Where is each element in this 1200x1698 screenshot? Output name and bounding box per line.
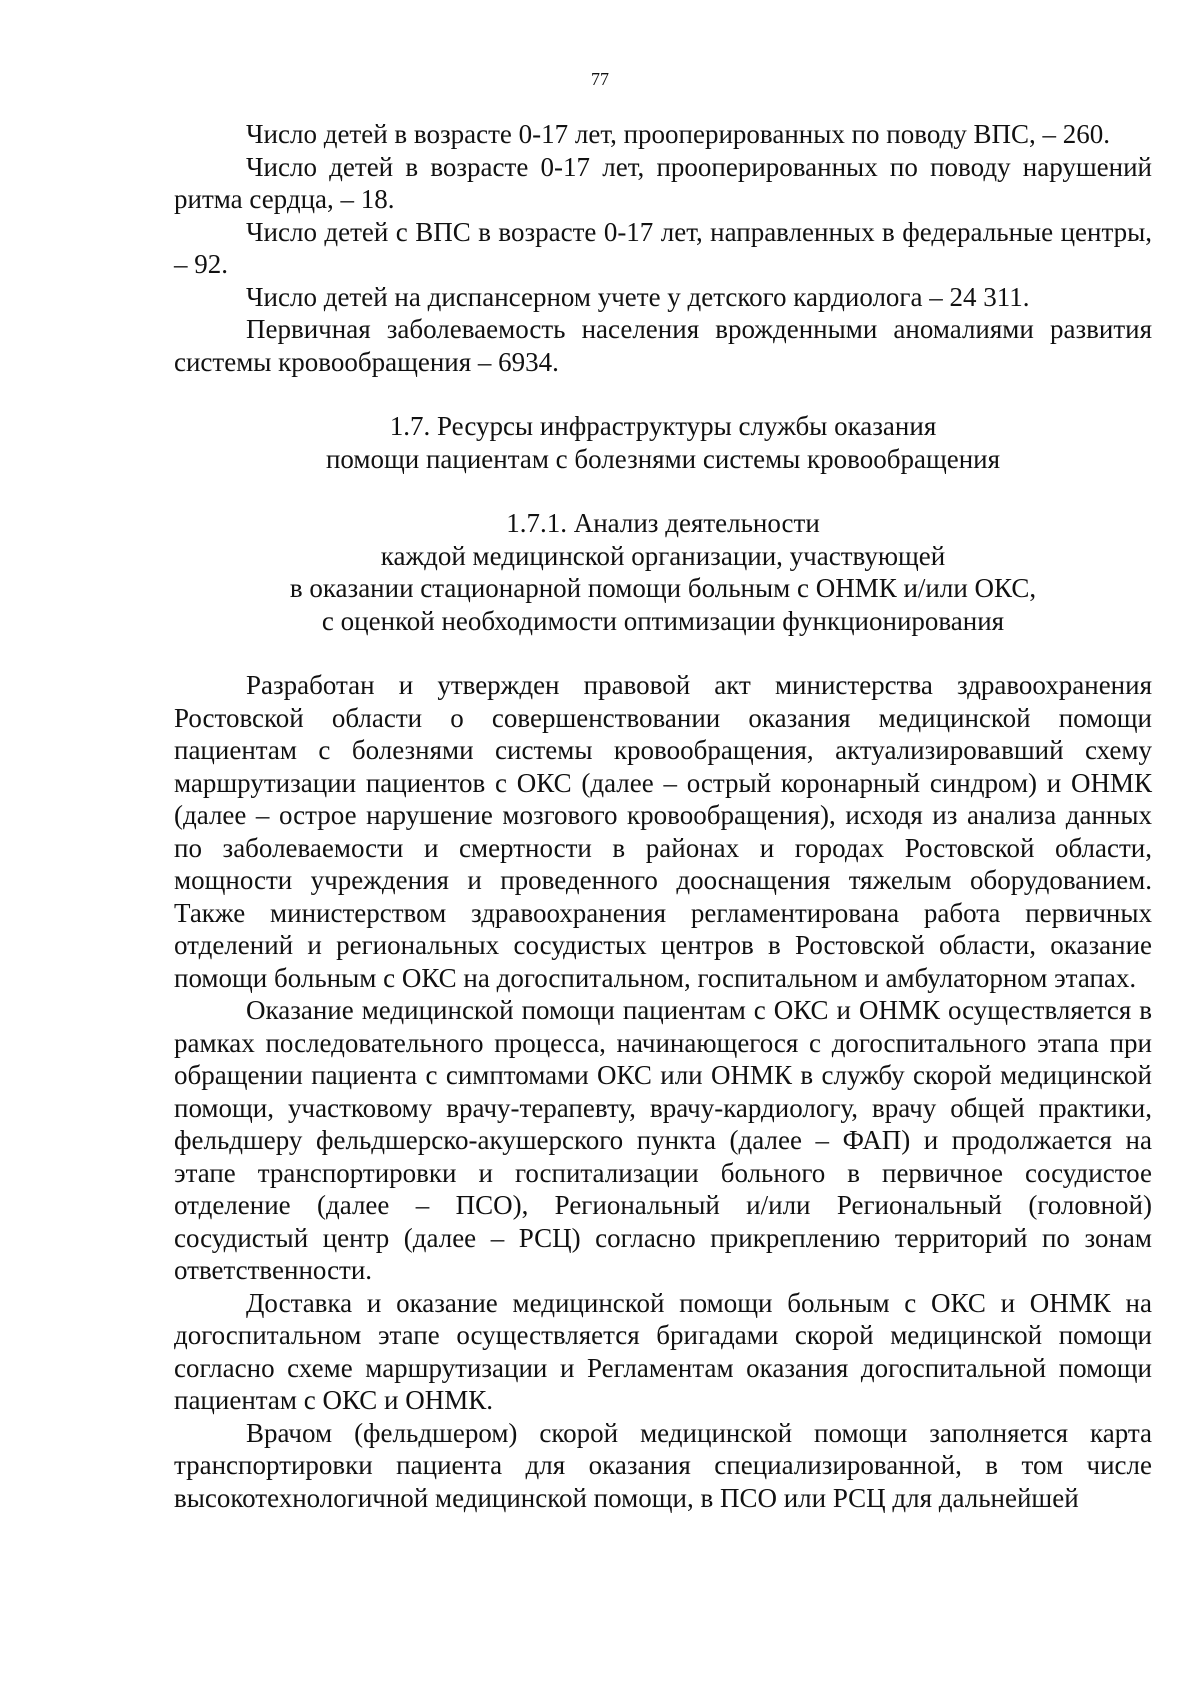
page-content (174, 118, 1152, 1514)
subsection-heading (174, 507, 1152, 637)
paragraph-legal-act: Разработан и утвержден правовой акт министерства здравоохранения Ростовской области о совершенствовании оказания медицинской помощи пациентам с болезнями системы кровообращения, актуализировавший схему маршрутизации пациентов с ОКС (далее – острый коронарный синдром) и ОНМК (далее – острое нарушение мозгового кровообращения), исходя из анализа данных по заболеваемости и смертности в районах и городах Ростовской области, мощности учреждения и проведенного дооснащения тяжелым оборудованием. Также министерством здравоохранения регламентирована работа первичных отделений и региональных сосудистых центров в Ростовской области, оказание помощи больным с ОКС на догоспитальном, госпитальном и амбулаторном этапах. (174, 670, 1152, 993)
page-number: 77 (591, 69, 609, 89)
paragraph-operated-arrhythmia: Число детей в возрасте 0-17 лет, прооперированных по поводу нарушений ритма сердца, – 18. (174, 151, 1152, 214)
section-heading-line: 1.7. Ресурсы инфраструктуры службы оказания (389, 411, 937, 441)
paragraph-federal-centers: Число детей с ВПС в возрасте 0-17 лет, направленных в федеральные центры, – 92. (174, 216, 1152, 279)
paragraph-care-process: Оказание медицинской помощи пациентам с ОКС и ОНМК осуществляется в рамках последовательного процесса, начинающегося с догоспитального этапа при обращении пациента с симптомами ОКС или ОНМК в службу скорой медицинской помощи, участковому врачу-терапевту, врачу-кардиологу, врачу общей практики, фельдшеру фельдшерско-акушерского пункта (далее – ФАП) и продолжается на этапе транспортировки и госпитализации больного в первичное сосудистое отделение (далее – ПСО), Региональный и/или Региональный (головной) сосудистый центр (далее – РСЦ) согласно прикреплению территорий по зонам ответственности. (174, 995, 1152, 1285)
paragraph-dispensary: Число детей на диспансерном учете у детского кардиолога – 24 311. (246, 281, 1030, 312)
paragraph-primary-morbidity: Первичная заболеваемость населения врожденными аномалиями развития системы кровообращения – 6934. (174, 314, 1152, 377)
section-heading-line: помощи пациентам с болезнями системы кровообращения (325, 443, 1001, 474)
subsection-heading-line: 1.7.1. Анализ деятельности (506, 508, 820, 538)
section-heading (174, 410, 1152, 475)
subsection-heading-line: каждой медицинской организации, участвующей (380, 540, 946, 571)
subsection-heading-line: с оценкой необходимости оптимизации функционирования (321, 605, 1005, 636)
paragraph-transport-card: Врачом (фельдшером) скорой медицинской помощи заполняется карта транспортировки пациента для оказания специализированной, в том числе высокотехнологичной медицинской помощи, в ПСО или РСЦ для дальнейшей (174, 1417, 1152, 1513)
subsection-heading-line: в оказании стационарной помощи больным с ОНМК и/или ОКС, (289, 573, 1037, 603)
paragraph-operated-vps: Число детей в возрасте 0-17 лет, прооперированных по поводу ВПС, – 260. (246, 119, 1111, 149)
paragraph-prehospital-delivery: Доставка и оказание медицинской помощи больным с ОКС и ОНМК на догоспитальном этапе осуществляется бригадами скорой медицинской помощи согласно схеме маршрутизации и Регламентам оказания догоспитальной помощи пациентам с ОКС и ОНМК. (174, 1287, 1152, 1415)
